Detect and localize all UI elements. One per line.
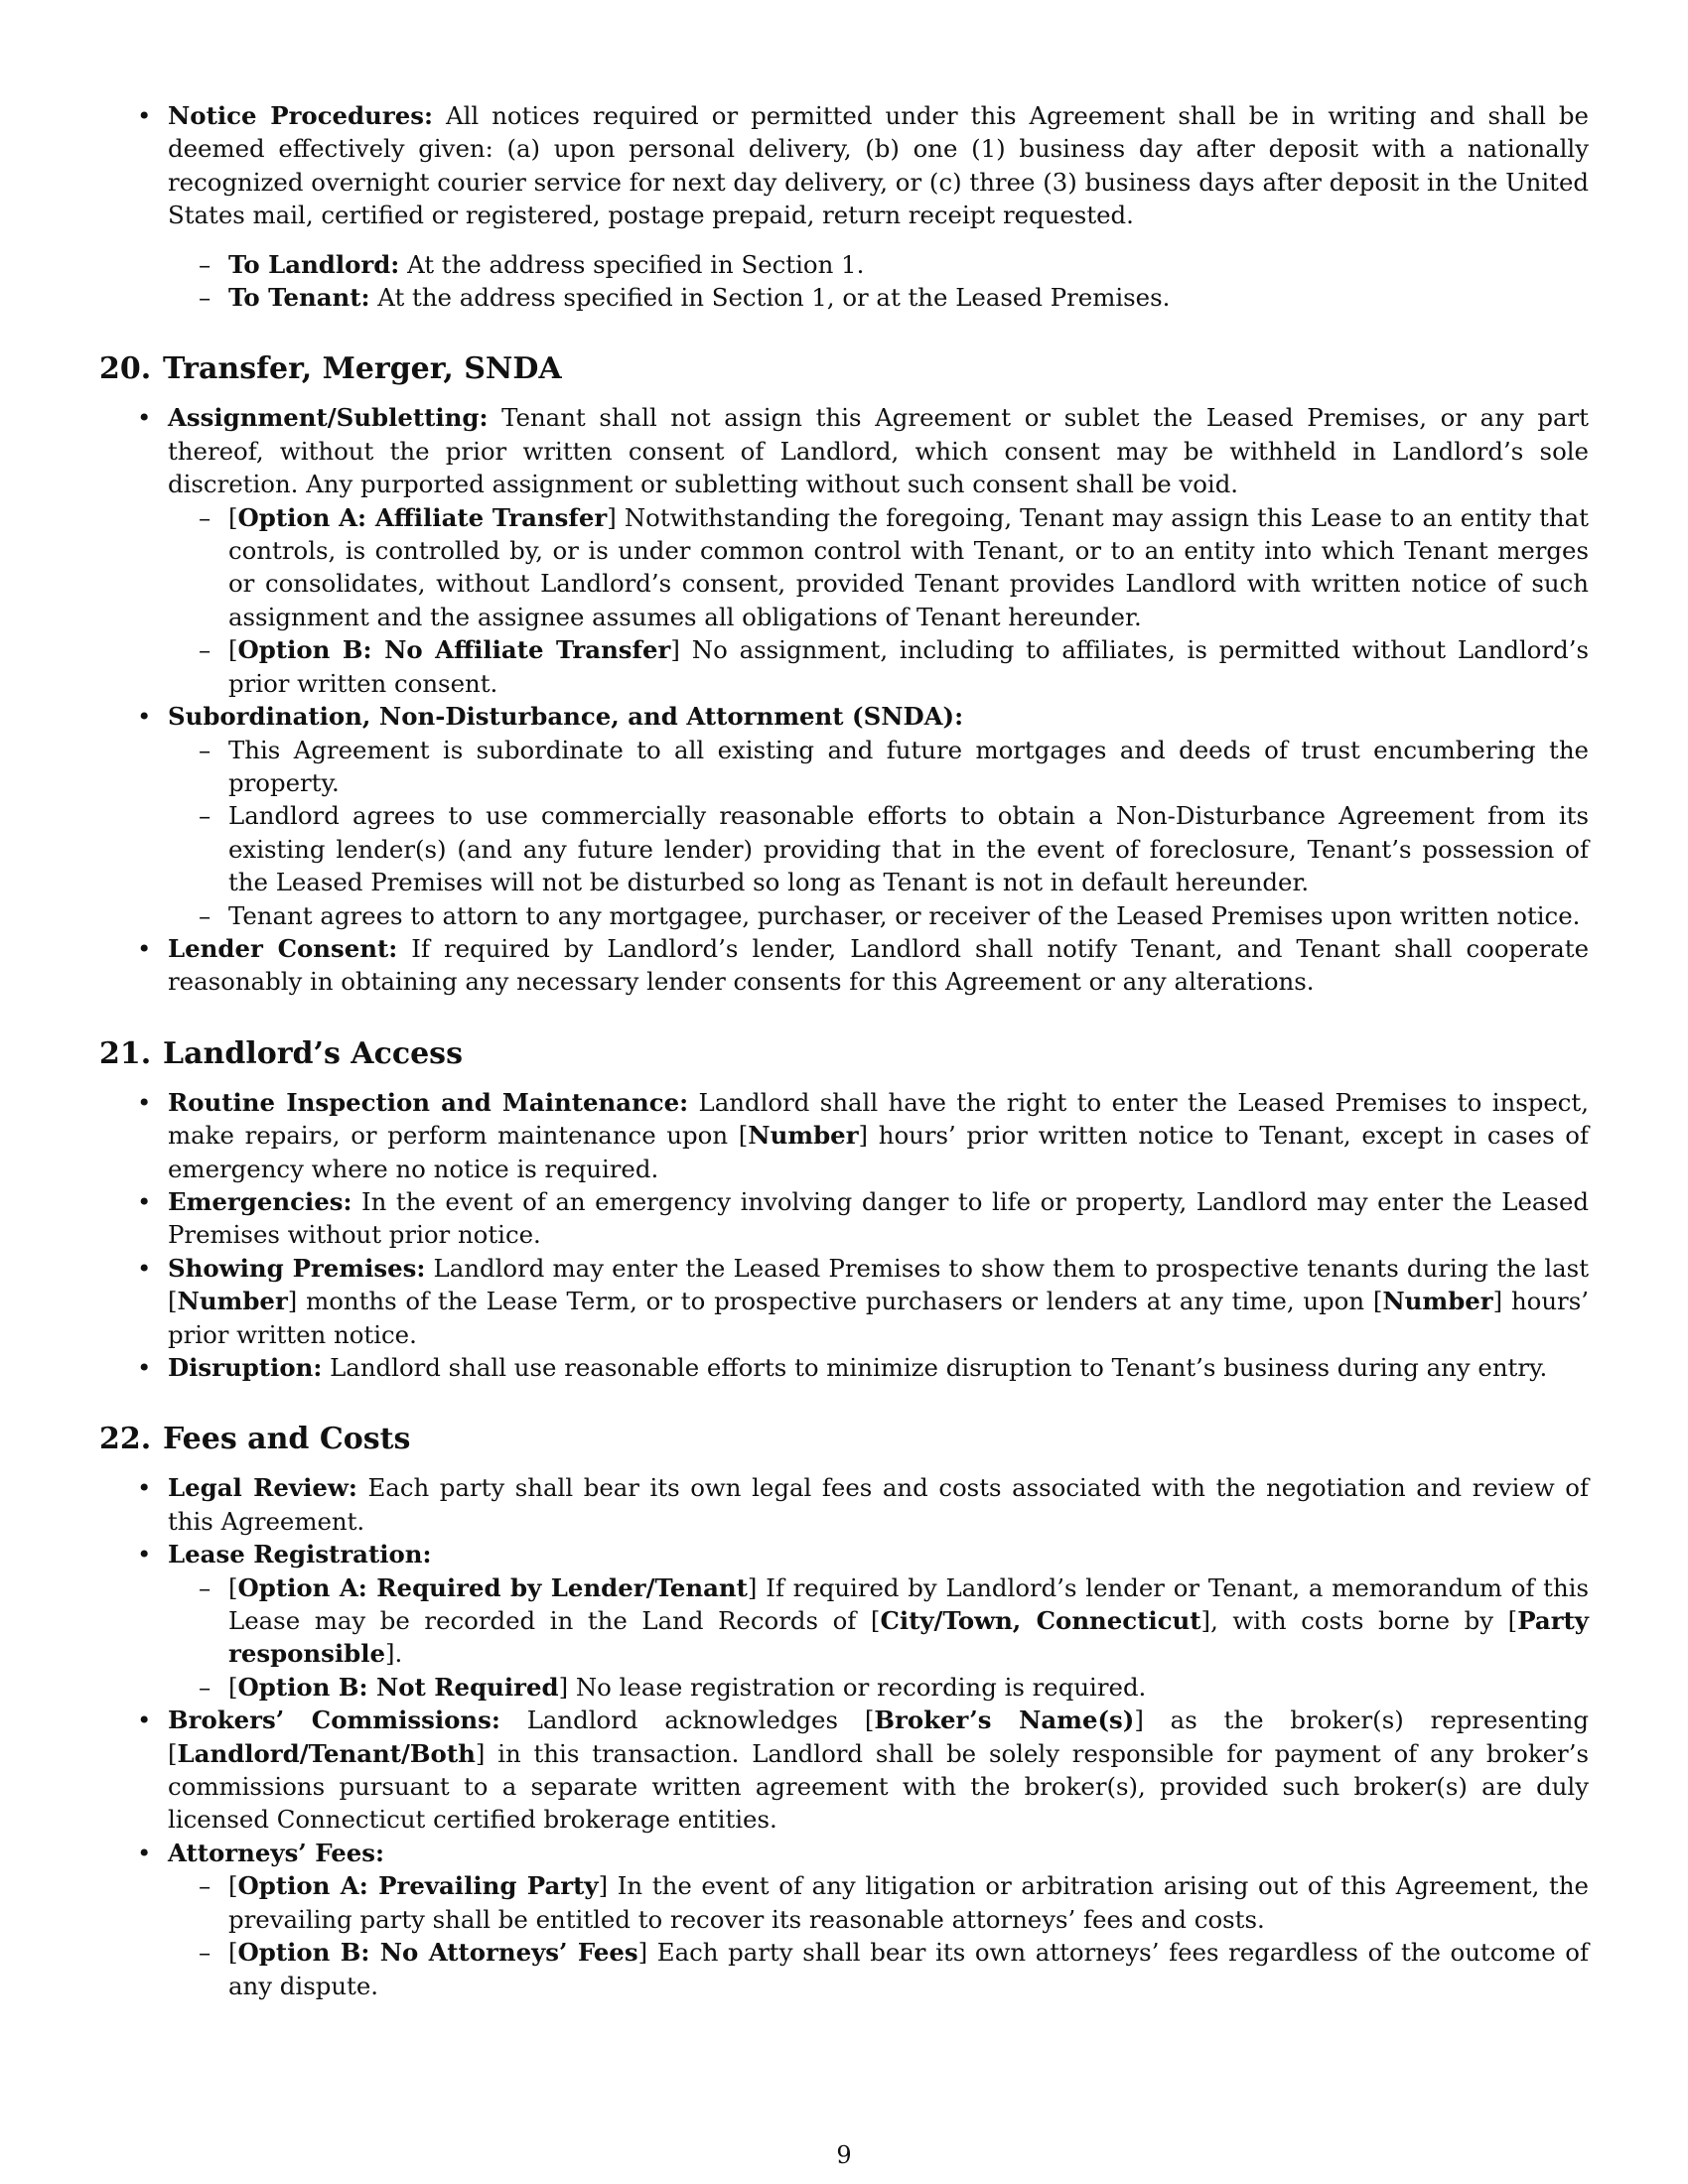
showing-premises-label: Showing Premises:: [168, 1253, 426, 1283]
notice-to-tenant-label: To Tenant:: [228, 283, 370, 313]
notice-to-landlord-label: To Landlord:: [228, 249, 400, 279]
lender-consent-text: If required by Landlord’s lender, Landlord shall notify Tenant, and Tenant shall cooperate reasonably in obtaining any necessary lender consents for this Agreement or any alterations.: [168, 933, 1590, 997]
routine-inspection-label: Routine Inspection and Maintenance:: [168, 1087, 689, 1117]
brokers-text-2: as the broker(s) representing: [1170, 1706, 1589, 1735]
brokers-text: Landlord acknowledges: [526, 1706, 839, 1735]
emergencies-text: In the event of an emergency involving danger to life or property, Landlord may enter the Leased Premises without prior notice.: [168, 1186, 1589, 1250]
section-22-number: 22.: [99, 1422, 152, 1457]
lease-registration-item: [99, 1538, 1589, 1704]
notice-procedures-item: [99, 99, 1589, 314]
lease-registration-options: [168, 1571, 1589, 1705]
placeholder-party: Landlord/Tenant/Both: [177, 1738, 476, 1768]
snda-non-disturbance: – Landlord agrees to use commercially reasonable efforts to obtain a Non-Disturbance Agreement from its existing lender(s) (and any future lender) providing that in the event of foreclosure, Tenant’s possession of the Leased Premises will not be disturbed so long as Tenant is not in default hereunder.: [168, 799, 1589, 898]
placeholder-broker-name: Broker’s Name(s): [874, 1706, 1135, 1735]
attorneys-option-b: – [Option B: No Attorneys’ Fees] Each party shall bear its own attorneys’ fees regardless of the outcome of any dispute.: [168, 1936, 1589, 2002]
option-b-label: Option B: Not Required: [237, 1672, 559, 1702]
snda-subordination: – This Agreement is subordinate to all existing and future mortgages and deeds of trust encumbering the property.: [168, 734, 1589, 800]
lender-consent-item: [99, 932, 1589, 999]
attorneys-option-a: – [Option A: Prevailing Party] In the event of any litigation or arbitration arising out of this Agreement, the prevailing party shall be entitled to recover its reasonable attorneys’ fees and costs.: [168, 1869, 1589, 1936]
routine-inspection-text: Landlord shall have the right to enter the Leased Premises to inspect, make repairs, or perform maintenance upon: [168, 1087, 1589, 1151]
option-b-text: No assignment, including to affiliates, is permitted without Landlord’s prior written consent.: [228, 635, 1589, 698]
attorneys-fees-item: [99, 1837, 1589, 2002]
notice-procedures-text: All notices required or permitted under this Agreement shall be in writing and shall be deemed effectively given: (a) upon personal delivery, (b) one (1) business day after deposit with a nationally recognized overnight courier service for next day delivery, or (c) three (3) business days after deposit in the United States mail, certified or registered, postage prepaid, return receipt requested.: [168, 101, 1589, 230]
snda-item: [99, 700, 1589, 932]
registration-option-a-text: If required by Landlord’s lender or Tenant, a memorandum of this Lease may be recorded in the Land Records of: [228, 1572, 1589, 1636]
notice-to-tenant-text: At the address specified in Section 1, or at the Leased Premises.: [377, 283, 1171, 313]
option-a-label: Option A: Prevailing Party: [237, 1871, 599, 1901]
legal-review-text: Each party shall bear its own legal fees and costs associated with the negotiation and review of this Agreement.: [168, 1473, 1589, 1536]
brokers-commissions-label: Brokers’ Commissions:: [168, 1706, 500, 1735]
assignment-subletting-label: Assignment/Subletting:: [168, 403, 489, 433]
attorneys-fees-label: Attorneys’ Fees:: [168, 1838, 385, 1867]
attorneys-option-a-text: In the event of any litigation or arbitration arising out of this Agreement, the prevailing party shall be entitled to recover its reasonable attorneys’ fees and costs.: [228, 1871, 1589, 1934]
attorneys-option-b-text: Each party shall bear its own attorneys’ fees regardless of the outcome of any dispute.: [228, 1938, 1589, 2000]
section-21-number: 21.: [99, 1035, 152, 1071]
notice-procedures-label: Notice Procedures:: [168, 101, 433, 130]
assignment-subletting-text: Tenant shall not assign this Agreement or sublet the Leased Premises, or any part thereof, without the prior written consent of Landlord, which consent may be withheld in Landlord’s sole discretion. Any purported assignment or subletting without such consent shall be void.: [168, 403, 1589, 499]
option-a-label: Option A: Affiliate Transfer: [237, 502, 608, 532]
option-a-text: Notwithstanding the foregoing, Tenant may assign this Lease to an entity that controls, is controlled by, or is under common control with Tenant, or to an entity into which Tenant merges or consolidates, without Landlord’s consent, provided Tenant provides Landlord with written notice of such assignment and the assignee assumes all obligations of Tenant hereunder.: [228, 502, 1589, 631]
section-21-list: [99, 1086, 1589, 1385]
routine-inspection-item: • Routine Inspection and Maintenance: Landlord shall have the right to enter the Leased Premises to inspect, make repairs, or perform maintenance upon [Number] hours’ prior written notice to Tenant, except in cases of emergency where no notice is required.: [99, 1086, 1589, 1185]
registration-option-a-text-2: , with costs borne by: [1210, 1606, 1494, 1636]
option-b-label: Option B: No Affiliate Transfer: [237, 635, 671, 665]
placeholder-number: Number: [177, 1287, 288, 1316]
disruption-label: Disruption:: [168, 1353, 323, 1382]
notice-to-landlord-text: At the address specified in Section 1.: [407, 249, 865, 279]
section-20-heading: [99, 349, 1589, 389]
placeholder-city-town: City/Town, Connecticut: [880, 1606, 1201, 1636]
section-21-title: Landlord’s Access: [163, 1035, 463, 1071]
option-b-label: Option B: No Attorneys’ Fees: [237, 1938, 638, 1968]
lender-consent-label: Lender Consent:: [168, 933, 398, 963]
showing-premises-text: Landlord may enter the Leased Premises to show them to prospective tenants during the last: [433, 1253, 1589, 1283]
brokers-text-3: in this transaction. Landlord shall be solely responsible for payment of any broker’s commissions pursuant to a separate written agreement with the broker(s), provided such broker(s) are duly licensed Connecticut certified brokerage entities.: [168, 1738, 1589, 1835]
attorneys-fees-options: [168, 1869, 1589, 2002]
placeholder-number: Number: [748, 1121, 859, 1151]
emergencies-label: Emergencies:: [168, 1186, 352, 1216]
section-21-heading: [99, 1034, 1589, 1074]
registration-option-a-text-3: .: [394, 1639, 403, 1669]
snda-attornment: – Tenant agrees to attorn to any mortgagee, purchaser, or receiver of the Leased Premises upon written notice.: [168, 899, 1589, 932]
notice-to-landlord: [168, 248, 1589, 281]
showing-premises-text-3: hours’ prior written notice.: [168, 1287, 1589, 1349]
notice-recipients-list: [168, 248, 1589, 315]
registration-option-a: – [Option A: Required by Lender/Tenant] If required by Landlord’s lender or Tenant, a memorandum of this Lease may be recorded in the Land Records of [City/Town, Connecticut], with costs borne by [Party responsible].: [168, 1571, 1589, 1671]
notice-to-tenant: [168, 281, 1589, 314]
option-a-label: Option A: Required by Lender/Tenant: [237, 1572, 748, 1602]
section-20-title: Transfer, Merger, SNDA: [163, 351, 562, 387]
brokers-commissions-item: • Brokers’ Commissions: Landlord acknowledges [Broker’s Name(s)] as the broker(s) representing [Landlord/Tenant/Both] in this transaction. Landlord shall be solely responsible for payment of any broker’s commissions pursuant to a separate written agreement with the broker(s), provided such broker(s) are duly licensed Connecticut certified brokerage entities.: [99, 1704, 1589, 1837]
assignment-subletting-item: [99, 401, 1589, 700]
affiliate-transfer-option-b: – [Option B: No Affiliate Transfer] No assignment, including to affiliates, is permitted without Landlord’s prior written consent.: [168, 633, 1589, 700]
section-20-number: 20.: [99, 351, 152, 387]
page-content: [99, 99, 1589, 2002]
disruption-item: [99, 1351, 1589, 1384]
legal-review-label: Legal Review:: [168, 1473, 357, 1503]
placeholder-party-responsible: Party responsible: [228, 1606, 1589, 1669]
snda-label: Subordination, Non-Disturbance, and Attornment (SNDA):: [168, 702, 964, 732]
notice-list: [99, 99, 1589, 314]
snda-list: [168, 734, 1589, 932]
placeholder-number: Number: [1382, 1287, 1493, 1316]
section-20-list: [99, 401, 1589, 998]
section-22-title: Fees and Costs: [163, 1422, 411, 1457]
disruption-text: Landlord shall use reasonable efforts to minimize disruption to Tenant’s business during any entry.: [330, 1353, 1548, 1382]
page-number: 9: [836, 2141, 852, 2169]
affiliate-transfer-option-a: – [Option A: Affiliate Transfer] Notwithstanding the foregoing, Tenant may assign this Lease to an entity that controls, is controlled by, or is under common control with Tenant, or to an entity into which Tenant merges or consolidates, without Landlord’s consent, provided Tenant provides Landlord with written notice of such assignment and the assignee assumes all obligations of Tenant hereunder.: [168, 501, 1589, 634]
showing-premises-text-2: months of the Lease Term, or to prospective purchasers or lenders at any time, upon: [306, 1287, 1365, 1316]
showing-premises-item: • Showing Premises: Landlord may enter the Leased Premises to show them to prospective tenants during the last [Number] months of the Lease Term, or to prospective purchasers or lenders at any time, upon [Number] hours’ prior written notice.: [99, 1252, 1589, 1351]
registration-option-b: – [Option B: Not Required] No lease registration or recording is required.: [168, 1671, 1589, 1704]
section-22-list: [99, 1471, 1589, 2002]
emergencies-item: [99, 1185, 1589, 1252]
lease-registration-label: Lease Registration:: [168, 1540, 432, 1570]
routine-inspection-text-2: hours’ prior written notice to Tenant, except in cases of emergency where no notice is required.: [168, 1121, 1589, 1183]
assignment-options-list: [168, 501, 1589, 700]
legal-review-item: [99, 1471, 1589, 1538]
section-22-heading: [99, 1420, 1589, 1459]
registration-option-b-text: No lease registration or recording is required.: [575, 1672, 1147, 1702]
